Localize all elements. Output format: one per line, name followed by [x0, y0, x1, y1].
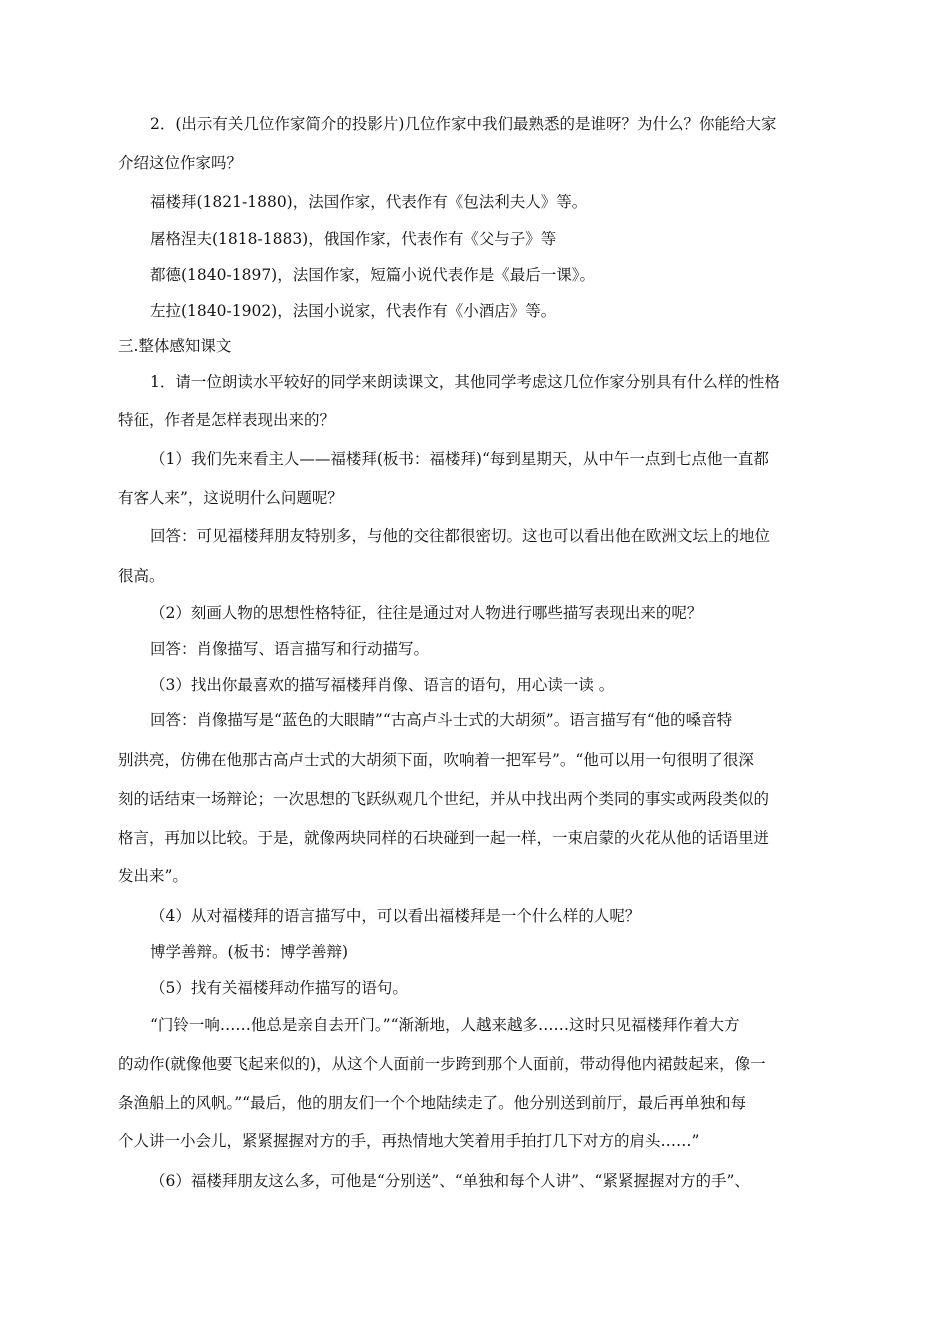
paragraph-line: 博学善辩。(板书：博学善辩): [150, 943, 349, 961]
paragraph-line: 介绍这位作家吗？: [118, 154, 243, 172]
paragraph-line: 回答：肖像描写是“蓝色的大眼睛”“古高卢斗士式的大胡须”。语言描写有“他的嗓音特: [150, 711, 733, 729]
paragraph-line: 刻的话结束一场辩论；一次思想的飞跃纵观几个世纪，并从中找出两个类同的事实或两段类似的: [118, 790, 770, 808]
paragraph-line: 回答：可见福楼拜朋友特别多，与他的交往都很密切。这也可以看出他在欧洲文坛上的地位: [150, 527, 771, 545]
paragraph-line: （5）找有关福楼拜动作描写的语句。: [150, 979, 408, 997]
paragraph-line: 回答：肖像描写、语言描写和行动描写。: [150, 640, 430, 658]
paragraph-line: “门铃一响……他总是亲自去开门。”“渐渐地，人越来越多……这时只见福楼拜作着大方: [150, 1016, 740, 1034]
paragraph-line: 条渔船上的风帆。”“最后，他的朋友们一个个地陆续走了。他分别送到前厅，最后再单独和每: [118, 1094, 747, 1112]
section-heading: 三.整体感知课文: [118, 337, 232, 355]
paragraph-line: （6）福楼拜朋友这么多，可他是“分别送”、“单独和每个人讲”、“紧紧握握对方的手”、: [150, 1172, 750, 1190]
paragraph-line: 福楼拜(1821-1880)，法国作家，代表作有《包法利夫人》等。: [150, 193, 588, 211]
paragraph-line: 左拉(1840-1902)，法国小说家，代表作有《小酒店》等。: [150, 302, 557, 320]
paragraph-line: 都德(1840-1897)，法国作家，短篇小说代表作是《最后一课》。: [150, 266, 595, 284]
paragraph-line: 2．(出示有关几位作家简介的投影片)几位作家中我们最熟悉的是谁呀？为什么？你能给大家: [150, 115, 777, 133]
paragraph-line: 有客人来”，这说明什么问题呢？: [118, 489, 343, 507]
paragraph-line: 发出来”。: [118, 867, 188, 885]
paragraph-line: 特征，作者是怎样表现出来的？: [118, 411, 336, 429]
paragraph-line: （1）我们先来看主人——福楼拜(板书：福楼拜)“每到星期天，从中午一点到七点他一直都: [150, 450, 769, 468]
paragraph-line: 很高。: [118, 567, 165, 585]
paragraph-line: （3）找出你最喜欢的描写福楼拜肖像、语言的语句，用心读一读 。: [150, 676, 615, 694]
paragraph-line: 屠格涅夫(1818-1883)，俄国作家，代表作有《父与子》等: [150, 230, 557, 248]
paragraph-line: 的动作(就像他要飞起来似的)，从这个人面前一步跨到那个人面前，带动得他内裙鼓起来，像一: [118, 1055, 766, 1073]
paragraph-line: 格言，再加以比较。于是，就像两块同样的石块碰到一起一样，一束启蒙的火花从他的话语里迸: [118, 829, 770, 847]
paragraph-line: 别洪亮，仿佛在他那古高卢士式的大胡须下面，吹响着一把军号”。“他可以用一句很明了很深: [118, 751, 754, 769]
paragraph-line: （4）从对福楼拜的语言描写中，可以看出福楼拜是一个什么样的人呢？: [150, 907, 641, 925]
paragraph-line: 个人讲一小会儿，紧紧握握对方的手，再热情地大笑着用手拍打几下对方的肩头……”: [118, 1132, 700, 1150]
paragraph-line: 1．请一位朗读水平较好的同学来朗读课文，其他同学考虑这几位作家分别具有什么样的性格: [150, 373, 780, 391]
paragraph-line: （2）刻画人物的思想性格特征，往往是通过对人物进行哪些描写表现出来的呢？: [150, 604, 703, 622]
